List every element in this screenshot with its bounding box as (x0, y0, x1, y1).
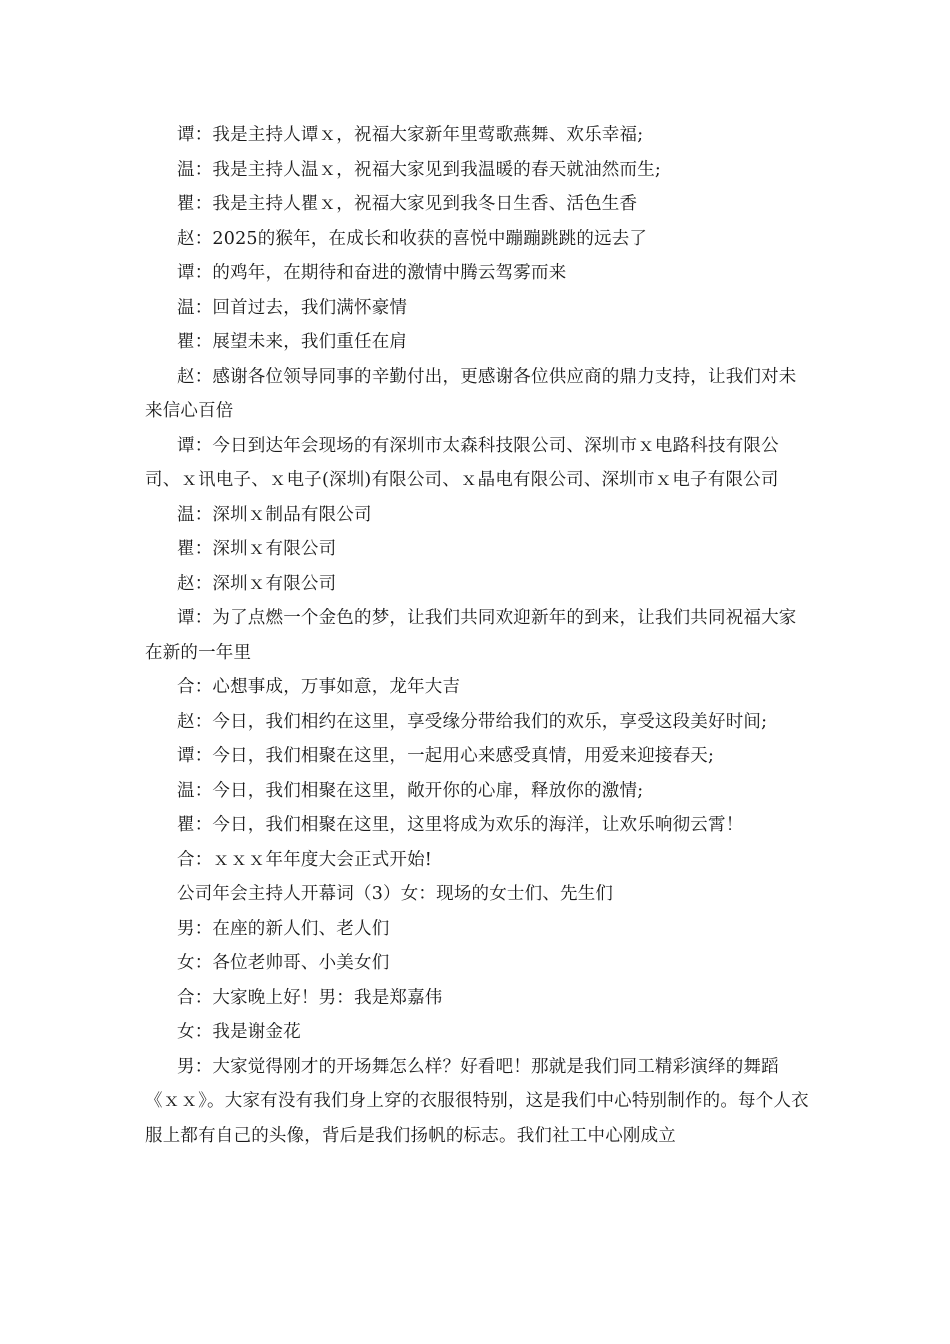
paragraph: 女：我是谢金花 (177, 1022, 301, 1042)
paragraph: 赵：深圳ｘ有限公司 (177, 573, 337, 594)
paragraph: 赵：2025的猴年，在成长和收获的喜悦中蹦蹦跳跳的远去了 (177, 228, 648, 249)
paragraph: 温：今日，我们相聚在这里，敞开你的心扉，释放你的激情; (177, 780, 644, 801)
paragraph: 温：深圳ｘ制品有限公司 (177, 504, 372, 525)
paragraph: 合：ｘｘｘ年年度大会正式开始! (177, 849, 433, 870)
paragraph: 赵：感谢各位领导同事的辛勤付出，更感谢各位供应商的鼎力支持，让我们对未来信心百倍 (145, 366, 797, 421)
paragraph: 谭：今日，我们相聚在这里，一起用心来感受真情，用爱来迎接春天; (177, 746, 715, 766)
paragraph: 男：大家觉得刚才的开场舞怎么样？好看吧！那就是我们同工精彩演绎的舞蹈《ｘｘ》。大家有没有我们身上穿的衣服很特别，这是我们中心特别制作的。每个人衣服上都有自己的头像，背后是我们扬帆的标志。我们社工中心刚成立 (145, 1056, 809, 1146)
document-body (145, 118, 813, 1153)
paragraph: 瞿：我是主持人瞿ｘ，祝福大家见到我冬日生香、活色生香 (177, 194, 638, 214)
paragraph: 温：回首过去，我们满怀豪情 (177, 297, 408, 318)
paragraph: 女：各位老帅哥、小美女们 (177, 953, 390, 973)
paragraph: 谭：为了点燃一个金色的梦，让我们共同欢迎新年的到来，让我们共同祝福大家在新的一年里 (145, 608, 797, 663)
paragraph: 合：心想事成，万事如意，龙年大吉 (177, 677, 461, 697)
paragraph: 谭：今日到达年会现场的有深圳市太森科技限公司、深圳市ｘ电路科技有限公司、ｘ讯电子、ｘ电子(深圳)有限公司、ｘ晶电有限公司、深圳市ｘ电子有限公司 (145, 435, 779, 490)
paragraph: 公司年会主持人开幕词（3）女：现场的女士们、先生们 (177, 884, 614, 904)
paragraph: 谭：的鸡年，在期待和奋进的激情中腾云驾雾而来 (177, 263, 567, 283)
paragraph: 合：大家晚上好！男：我是郑嘉伟 (177, 987, 443, 1008)
paragraph: 瞿：今日，我们相聚在这里，这里将成为欢乐的海洋，让欢乐响彻云霄！ (177, 815, 744, 835)
paragraph: 瞿：深圳ｘ有限公司 (177, 539, 337, 559)
paragraph: 谭：我是主持人谭ｘ，祝福大家新年里莺歌燕舞、欢乐幸福; (177, 125, 644, 145)
paragraph: 赵：今日，我们相约在这里，享受缘分带给我们的欢乐，享受这段美好时间; (177, 711, 768, 732)
paragraph: 男：在座的新人们、老人们 (177, 918, 390, 939)
paragraph: 瞿：展望未来，我们重任在肩 (177, 332, 408, 352)
paragraph: 温：我是主持人温ｘ，祝福大家见到我温暖的春天就油然而生; (177, 159, 661, 180)
